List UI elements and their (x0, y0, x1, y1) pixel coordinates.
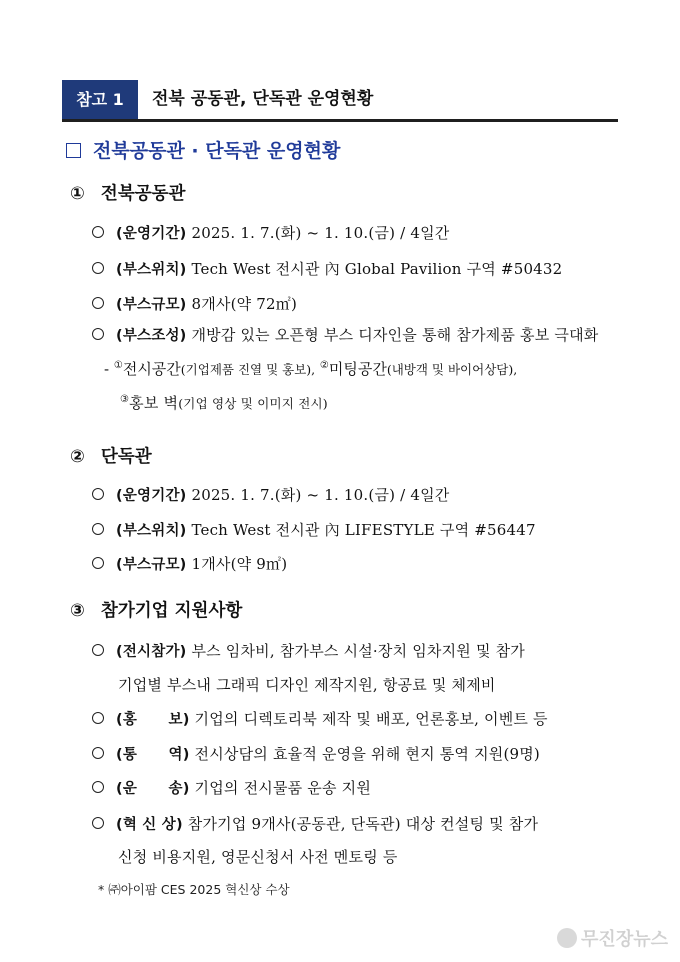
circle-bullet-icon (92, 488, 104, 500)
item-text: 전시상담의 효율적 운영을 위해 현지 통역 지원(9명) (194, 745, 540, 763)
space-name: 홍보 벽 (129, 394, 179, 412)
footnote: * ㈜아이팜 CES 2025 혁신상 수상 (98, 882, 290, 897)
item-continuation: 기업별 부스내 그래픽 디자인 제작지원, 항공료 및 체제비 (118, 676, 496, 694)
reference-title: 전북 공동관, 단독관 운영현황 (152, 89, 374, 109)
subsection-title: 단독관 (100, 447, 152, 467)
item-tag: (혁 신 상) (116, 817, 183, 833)
subsection-number: ② (70, 447, 85, 467)
subsection-pavilion (70, 180, 185, 205)
item-text: 기업의 디렉토리북 제작 및 배포, 언론홍보, 이벤트 등 (194, 710, 548, 728)
list-item (92, 222, 450, 243)
item-tag: (홍 보) (116, 712, 190, 728)
watermark-text: 무진장뉴스 (581, 929, 668, 950)
circle-bullet-icon (92, 747, 104, 759)
circle-bullet-icon (92, 523, 104, 535)
checkbox-square-icon (66, 143, 81, 158)
item-tag: (전시참가) (116, 644, 187, 660)
item-text: 기업의 전시물품 운송 지원 (194, 779, 372, 797)
space-name: 전시공간 (122, 360, 181, 378)
list-item (92, 640, 525, 661)
space-number: ② (319, 360, 329, 371)
list-item (92, 813, 538, 834)
section-heading (66, 136, 340, 163)
watermark (557, 925, 668, 951)
item-text: 참가기업 9개사(공동관, 단독관) 대상 컨설팅 및 참가 (187, 815, 539, 833)
item-text: 개방감 있는 오픈형 부스 디자인을 통해 참가제품 홍보 극대화 (191, 326, 599, 344)
space-number: ③ (120, 394, 130, 405)
reference-header (62, 80, 618, 122)
item-tag: (부스규모) (116, 297, 187, 313)
reference-label: 참고 1 (62, 80, 138, 119)
item-text: 2025. 1. 7.(화) ~ 1. 10.(금) / 4일간 (191, 224, 450, 242)
space-list (104, 358, 517, 379)
item-tag: (운 송) (116, 781, 190, 797)
list-item (92, 743, 540, 764)
dash-bullet: - (104, 360, 110, 378)
circle-bullet-icon (92, 712, 104, 724)
subsection-title: 전북공동관 (100, 184, 186, 204)
item-text: 2025. 1. 7.(화) ~ 1. 10.(금) / 4일간 (191, 486, 450, 504)
space-list-continued (120, 392, 328, 413)
item-text: 1개사(약 9㎡) (191, 555, 288, 573)
circle-bullet-icon (92, 644, 104, 656)
section-title: 전북공동관 · 단독관 운영현황 (93, 140, 341, 162)
circle-bullet-icon (92, 226, 104, 238)
item-tag: (부스위치) (116, 262, 187, 278)
item-text: Tech West 전시관 內 LIFESTYLE 구역 #56447 (191, 521, 536, 539)
list-item (92, 777, 371, 798)
item-text: Tech West 전시관 內 Global Pavilion 구역 #50432 (191, 260, 563, 278)
list-item (92, 519, 536, 540)
item-tag: (운영기간) (116, 226, 187, 242)
circle-bullet-icon (92, 328, 104, 340)
space-desc: (내방객 및 바이어상담), (386, 362, 518, 377)
circle-bullet-icon (92, 262, 104, 274)
item-tag: (부스조성) (116, 328, 187, 344)
list-item (92, 708, 548, 729)
subsection-single (70, 443, 152, 468)
circle-bullet-icon (92, 557, 104, 569)
list-item (92, 484, 450, 505)
circle-bullet-icon (92, 817, 104, 829)
item-tag: (부스규모) (116, 557, 187, 573)
item-continuation: 신청 비용지원, 영문신청서 사전 멘토링 등 (118, 848, 398, 866)
item-tag: (통 역) (116, 747, 190, 763)
list-item (92, 553, 287, 574)
item-text: 부스 임차비, 참가부스 시설·장치 임차지원 및 참가 (191, 642, 525, 660)
list-item (92, 258, 562, 279)
subsection-number: ③ (70, 601, 85, 621)
subsection-title: 참가기업 지원사항 (100, 601, 243, 621)
list-item (92, 293, 297, 314)
item-text: 8개사(약 72㎡) (191, 295, 298, 313)
subsection-support (70, 597, 242, 622)
item-tag: (부스위치) (116, 523, 187, 539)
space-name: 미팅공간 (328, 360, 387, 378)
watermark-logo-icon (557, 928, 577, 948)
item-tag: (운영기간) (116, 488, 187, 504)
subsection-number: ① (70, 184, 85, 204)
space-desc: (기업제품 진열 및 홍보), (180, 362, 316, 377)
space-number: ① (113, 360, 123, 371)
circle-bullet-icon (92, 297, 104, 309)
space-desc: (기업 영상 및 이미지 전시) (178, 396, 328, 411)
circle-bullet-icon (92, 781, 104, 793)
list-item (92, 324, 598, 345)
